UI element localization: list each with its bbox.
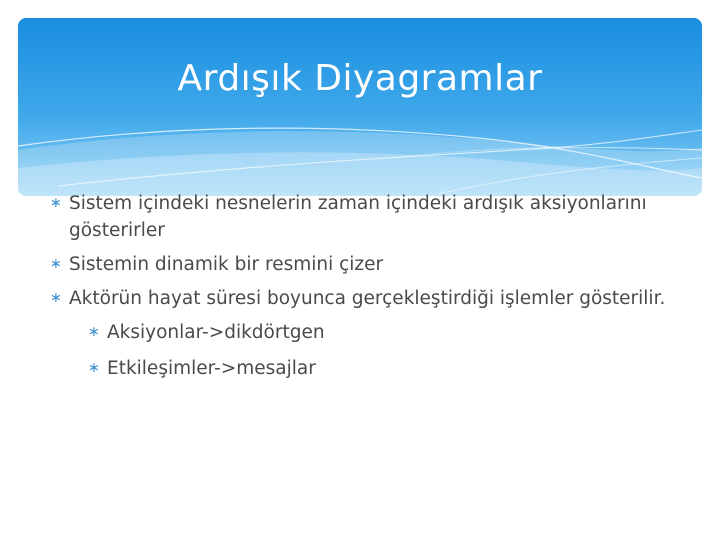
asterisk-bullet-icon: ∗ bbox=[50, 290, 62, 306]
bullet-text: Sistem içindeki nesnelerin zaman içindeki ardışık aksiyonlarını gösterirler bbox=[69, 193, 647, 241]
sub-bullet-text: Etkileşimler->mesajlar bbox=[107, 358, 316, 379]
asterisk-bullet-icon: ∗ bbox=[88, 324, 100, 340]
slide-body bbox=[0, 190, 720, 391]
bullet-item bbox=[0, 251, 709, 278]
bullet-text: Sistemin dinamik bir resmini çizer bbox=[69, 254, 384, 275]
banner-background bbox=[18, 18, 702, 196]
asterisk-bullet-icon: ∗ bbox=[50, 195, 62, 211]
asterisk-bullet-icon: ∗ bbox=[50, 256, 62, 272]
slide-title: Ardışık Diyagramlar bbox=[177, 58, 543, 99]
sub-bullet-item bbox=[0, 319, 667, 346]
bullet-item bbox=[0, 190, 709, 244]
asterisk-bullet-icon: ∗ bbox=[88, 360, 100, 376]
bullet-item bbox=[0, 285, 709, 312]
bullet-text: Aktörün hayat süresi boyunca gerçekleştirdiği işlemler gösterilir. bbox=[69, 288, 666, 309]
title-banner bbox=[18, 18, 702, 196]
sub-bullet-item bbox=[0, 355, 667, 382]
bullet-list bbox=[0, 190, 720, 382]
sub-bullet-text: Aksiyonlar->dikdörtgen bbox=[107, 322, 325, 343]
